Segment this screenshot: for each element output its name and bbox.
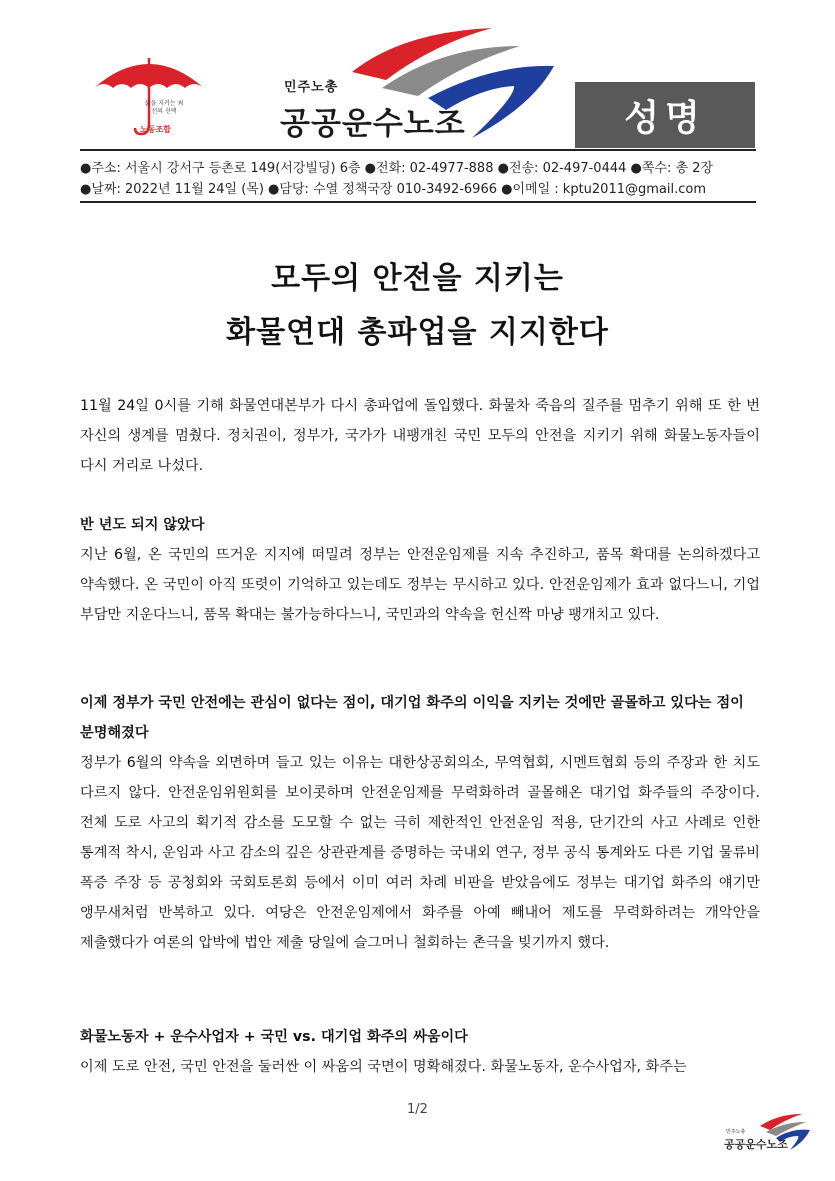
umbrella-logo	[88, 54, 210, 146]
header-divider-top	[80, 149, 756, 151]
union-logo	[280, 20, 560, 140]
statement-label: 성명	[575, 82, 755, 148]
document-header	[0, 0, 835, 150]
section-2	[80, 688, 760, 958]
document-title-line2: 화물연대 총파업을 지지한다	[226, 315, 609, 350]
intro-paragraph: 11월 24일 0시를 기해 화물연대본부가 다시 총파업에 돌입했다. 화물차 죽음의 질주를 멈추기 위해 또 한 번 자신의 생계를 멈췄다. 정치권이, 정부가, 국가가 내팽개친 국민 모두의 안전을 지키기 위해 화물노동자들이 다시 거리로 나섰다.	[80, 398, 760, 474]
section-1	[80, 510, 760, 630]
date-contact-line: ●날짜: 2022년 11월 24일 (목) ●담당: 수열 정책국장 010-3492-6966 ●이메일 : kptu2011@gmail.com	[80, 182, 706, 197]
section-paragraph: 이제 도로 안전, 국민 안전을 둘러싼 이 싸움의 국면이 명확해졌다. 화물노동자, 운수사업자, 화주는	[80, 1059, 687, 1075]
contact-info-line: ●주소: 서울시 강서구 등촌로 149(서강빌딩) 6층 ●전화: 02-4977-888 ●전송: 02-497-0444 ●쪽수: 총 2장	[80, 161, 714, 176]
page-number: 1/2	[407, 1102, 428, 1117]
document-title-line1: 모두의 안전을 지키는	[271, 261, 564, 296]
footer-logo	[722, 1112, 812, 1162]
section-heading: 이제 정부가 국민 안전에는 관심이 없다는 점이, 대기업 화주의 이익을 지키는 것에만 골몰하고 있다는 점이 분명해졌다	[80, 695, 744, 741]
intro-section	[80, 391, 760, 481]
header-divider-bottom	[80, 201, 756, 203]
section-3	[80, 1022, 760, 1082]
footer-small-name: 민주노총	[726, 1129, 746, 1135]
union-name: 공공운수노조	[280, 106, 466, 142]
section-heading: 화물노동자 + 운수사업자 + 국민 vs. 대기업 화주의 싸움이다	[80, 1029, 468, 1045]
section-heading: 반 년도 되지 않았다	[80, 517, 205, 533]
umbrella-brand: 노동조합	[140, 125, 171, 134]
section-paragraph: 정부가 6월의 약속을 외면하며 들고 있는 이유는 대한상공회의소, 무역협회, 시멘트협회 등의 주장과 한 치도 다르지 않다. 안전운임위원회를 보이콧하며 안전운임제를 무력화하려 골몰해온 대기업 화주들의 주장이다. 전체 도로 사고의 획기적 감소를 도모할 수 없는 극히 제한적인 안전운임 적용, 단기간의 사고 사례로 인한 통계적 착시, 운임과 사고 감소의 깊은 상관관계를 증명하는 국내외 연구, 정부 공식 통계와도 다른 기업 물류비 폭증 주장 등 공청회와 국회토론회 등에서 이미 여러 차례 비판을 받았음에도 정부는 대기업 화주의 얘기만 앵무새처럼 반복하고 있다. 여당은 안전운임제에서 화주를 아예 빼내어 제도를 무력화하려는 개악안을 제출했다가 여론의 압박에 법안 제출 당일에 슬그머니 철회하는 촌극을 빚기까지 했다.	[80, 755, 760, 951]
footer-union-name: 공공운수노조	[724, 1138, 788, 1151]
umbrella-tagline: 삶을 지키는 최선의 선택	[144, 100, 184, 115]
union-small-name: 민주노총	[284, 80, 339, 95]
section-paragraph: 지난 6월, 온 국민의 뜨거운 지지에 떠밀려 정부는 안전운임제를 지속 추진하고, 품목 확대를 논의하겠다고 약속했다. 온 국민이 아직 또렷이 기억하고 있는데도 정부는 무시하고 있다. 안전운임제가 효과 없다느니, 기업 부담만 지운다느니, 품목 확대는 불가능하다느니, 국민과의 약속을 헌신짝 마냥 팽개치고 있다.	[80, 547, 760, 623]
